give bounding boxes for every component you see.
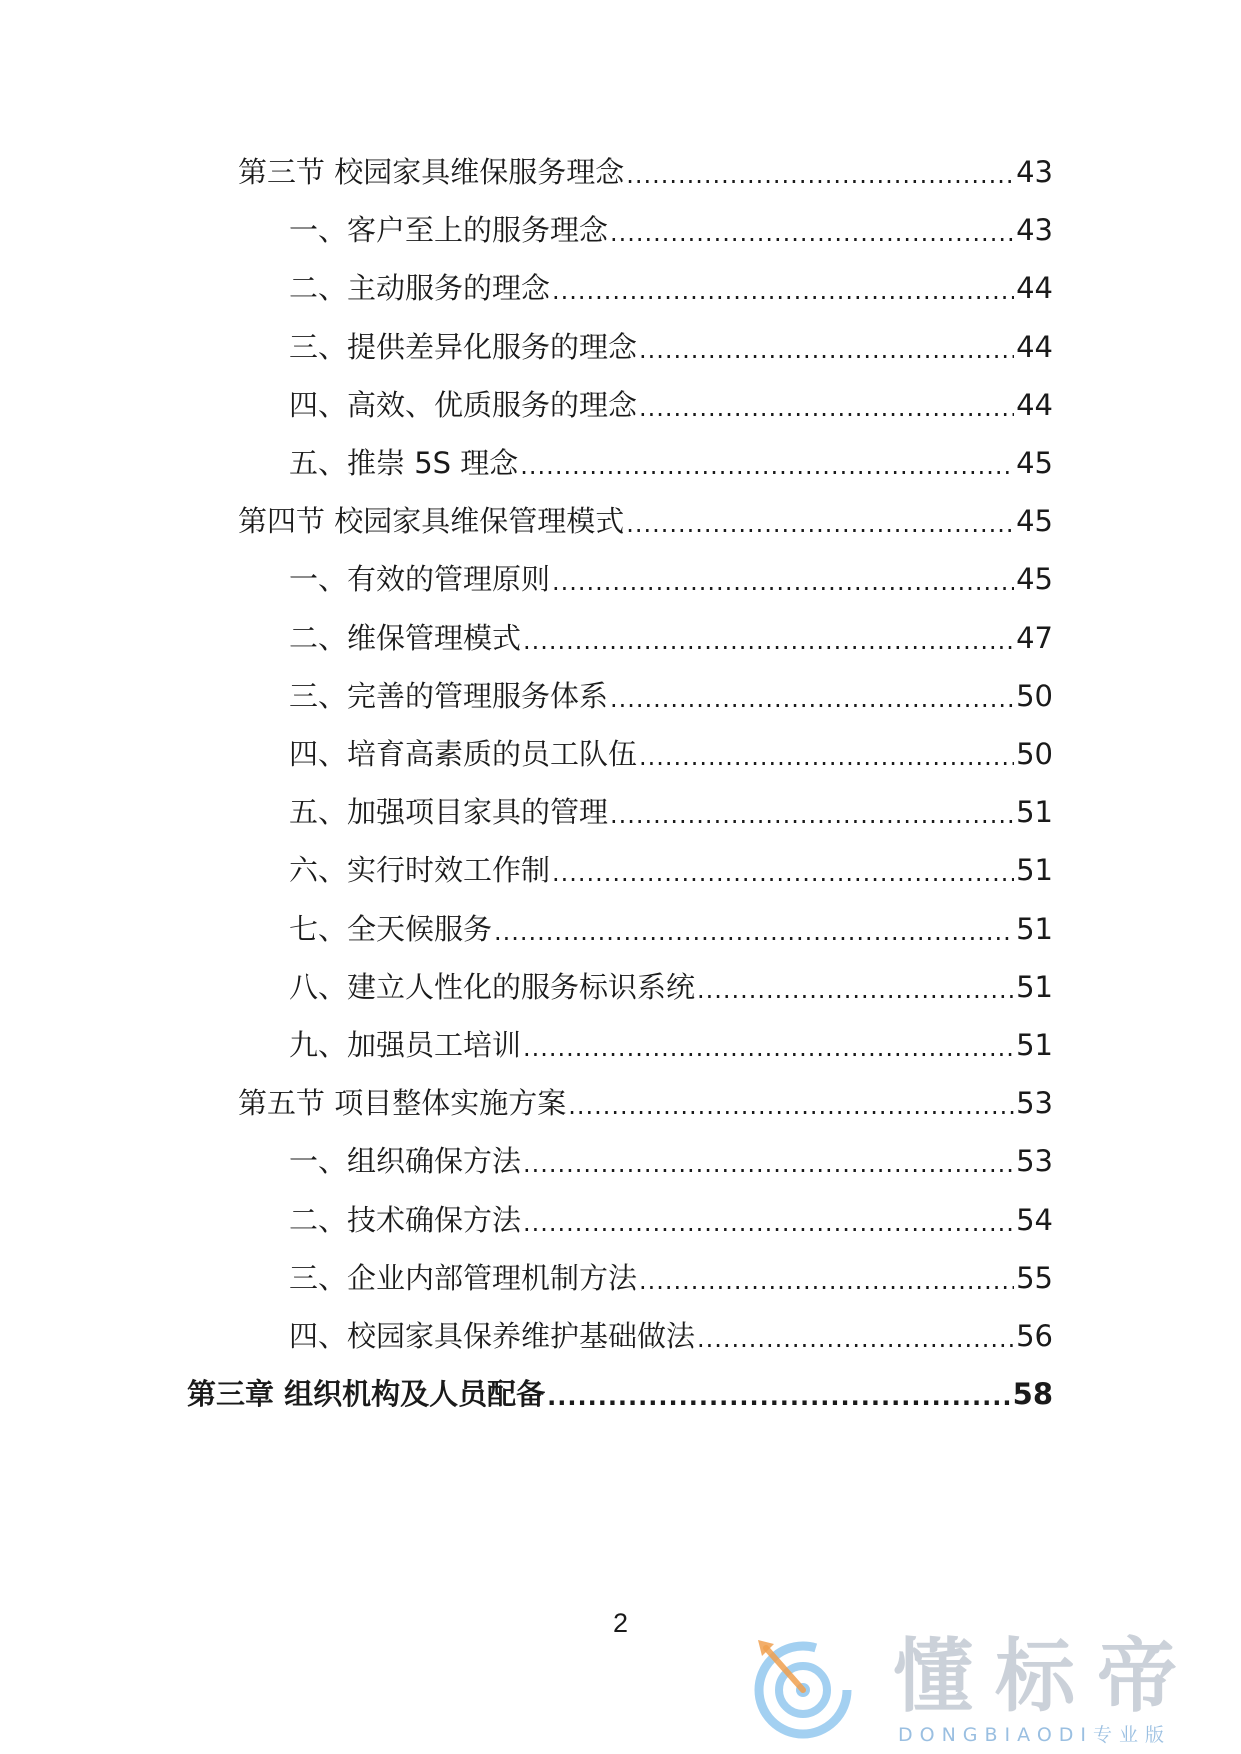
target-dart-logo-icon bbox=[748, 1632, 858, 1742]
watermark bbox=[738, 1628, 1218, 1748]
toc-entry-title: 三、完善的管理服务体系 bbox=[289, 678, 609, 713]
toc-entry-page: 50 bbox=[1016, 678, 1053, 713]
toc-entry[interactable] bbox=[289, 441, 1053, 481]
toc-entry-title: 四、校园家具保养维护基础做法 bbox=[289, 1319, 696, 1353]
toc-dot-leader bbox=[547, 1382, 1011, 1412]
toc-entry-page: 51 bbox=[1016, 911, 1053, 946]
toc-entry-title: 第三章 组织机构及人员配备 bbox=[187, 1377, 546, 1412]
toc-entry-title: 第五节 项目整体实施方案 bbox=[238, 1086, 567, 1121]
toc-dot-leader bbox=[626, 509, 1014, 539]
toc-entry[interactable] bbox=[289, 1314, 1053, 1354]
toc-dot-leader bbox=[552, 567, 1014, 597]
toc-entry-title: 四、高效、优质服务的理念 bbox=[289, 387, 638, 422]
toc-entry-page: 44 bbox=[1016, 387, 1053, 422]
toc-entry-title: 五、加强项目家具的管理 bbox=[289, 795, 609, 830]
toc-dot-leader bbox=[639, 393, 1014, 423]
toc-entry-title: 第三节 校园家具维保服务理念 bbox=[238, 155, 625, 189]
watermark-text: 懂标帝 bbox=[893, 1630, 1199, 1723]
toc-dot-leader bbox=[523, 626, 1014, 656]
toc-entry[interactable] bbox=[289, 732, 1053, 772]
toc-dot-leader bbox=[552, 276, 1014, 306]
toc-entry-title: 九、加强员工培训 bbox=[289, 1028, 522, 1062]
toc-entry[interactable] bbox=[289, 557, 1053, 597]
toc-entry-page: 53 bbox=[1016, 1086, 1053, 1121]
toc-entry-title: 七、全天候服务 bbox=[289, 911, 493, 946]
toc-entry-page: 45 bbox=[1016, 504, 1053, 539]
toc-entry[interactable] bbox=[289, 325, 1053, 365]
toc-entry-page: 58 bbox=[1012, 1377, 1053, 1412]
toc-dot-leader bbox=[568, 1091, 1014, 1121]
toc-dot-leader bbox=[523, 1208, 1014, 1238]
page-number: 2 bbox=[612, 1608, 629, 1638]
toc-entry-page: 51 bbox=[1016, 1028, 1053, 1062]
toc-entry-page: 50 bbox=[1016, 737, 1053, 771]
toc-entry-page: 43 bbox=[1016, 155, 1053, 189]
watermark-subtext: DONGBIAODI专业版 bbox=[898, 1724, 1172, 1746]
toc-entry-title: 一、客户至上的服务理念 bbox=[289, 213, 609, 248]
toc-dot-leader bbox=[523, 1033, 1014, 1063]
toc-dot-leader bbox=[697, 1324, 1014, 1354]
toc-entry[interactable] bbox=[289, 266, 1053, 306]
toc-entry-page: 47 bbox=[1016, 620, 1053, 655]
toc-entry-page: 54 bbox=[1016, 1202, 1053, 1237]
toc-entry-page: 51 bbox=[1016, 853, 1053, 888]
toc-entry-title: 二、技术确保方法 bbox=[289, 1202, 522, 1237]
toc-entry[interactable] bbox=[289, 208, 1053, 248]
toc-dot-leader bbox=[520, 451, 1014, 481]
toc-dot-leader bbox=[639, 742, 1014, 772]
toc-entry-page: 55 bbox=[1016, 1260, 1053, 1295]
toc-entry-title: 二、维保管理模式 bbox=[289, 620, 522, 655]
toc-entry-title: 五、推崇 5S 理念 bbox=[289, 446, 519, 480]
toc-dot-leader bbox=[639, 1266, 1014, 1296]
toc-entry[interactable] bbox=[238, 150, 1053, 190]
toc-entry[interactable] bbox=[238, 499, 1053, 539]
toc-entry[interactable] bbox=[289, 1256, 1053, 1296]
toc-dot-leader bbox=[626, 160, 1014, 190]
toc-entry-title: 八、建立人性化的服务标识系统 bbox=[289, 969, 696, 1004]
toc-entry-title: 三、企业内部管理机制方法 bbox=[289, 1260, 638, 1295]
toc-entry-page: 43 bbox=[1016, 213, 1053, 248]
toc-dot-leader bbox=[494, 917, 1014, 947]
toc-dot-leader bbox=[610, 800, 1014, 830]
toc-dot-leader bbox=[610, 218, 1014, 248]
toc-entry[interactable] bbox=[289, 1023, 1053, 1063]
toc-dot-leader bbox=[523, 1149, 1014, 1179]
toc-entry[interactable] bbox=[289, 1139, 1053, 1179]
toc-entry[interactable] bbox=[238, 1081, 1053, 1121]
toc-entry-page: 45 bbox=[1016, 562, 1053, 597]
toc-entry-page: 51 bbox=[1016, 795, 1053, 830]
toc-entry-title: 四、培育高素质的员工队伍 bbox=[289, 737, 638, 771]
toc-entry-page: 56 bbox=[1016, 1319, 1053, 1353]
toc-entry-page: 44 bbox=[1016, 271, 1053, 306]
toc-entry[interactable] bbox=[289, 907, 1053, 947]
toc-entry[interactable] bbox=[289, 616, 1053, 656]
toc-entry-title: 第四节 校园家具维保管理模式 bbox=[238, 504, 625, 539]
toc-dot-leader bbox=[639, 335, 1014, 365]
toc-entry[interactable] bbox=[289, 674, 1053, 714]
toc-entry-page: 51 bbox=[1016, 969, 1053, 1004]
toc-entry[interactable] bbox=[289, 383, 1053, 423]
toc-entry-title: 六、实行时效工作制 bbox=[289, 853, 551, 888]
toc-entry-page: 53 bbox=[1016, 1144, 1053, 1179]
toc-entry-title: 二、主动服务的理念 bbox=[289, 271, 551, 306]
toc-entry-title: 一、有效的管理原则 bbox=[289, 562, 551, 597]
toc-dot-leader bbox=[697, 975, 1014, 1005]
toc-entry[interactable] bbox=[289, 965, 1053, 1005]
toc-entry-page: 45 bbox=[1016, 446, 1053, 480]
toc-entry[interactable] bbox=[289, 1198, 1053, 1238]
toc-dot-leader bbox=[610, 684, 1014, 714]
toc-entry[interactable] bbox=[289, 790, 1053, 830]
toc-entry-title: 三、提供差异化服务的理念 bbox=[289, 329, 638, 364]
toc-dot-leader bbox=[552, 858, 1014, 888]
toc-entry[interactable] bbox=[289, 848, 1053, 888]
toc-entry-title: 一、组织确保方法 bbox=[289, 1144, 522, 1179]
toc-entry-page: 44 bbox=[1016, 329, 1053, 364]
toc-entry[interactable] bbox=[187, 1372, 1053, 1412]
